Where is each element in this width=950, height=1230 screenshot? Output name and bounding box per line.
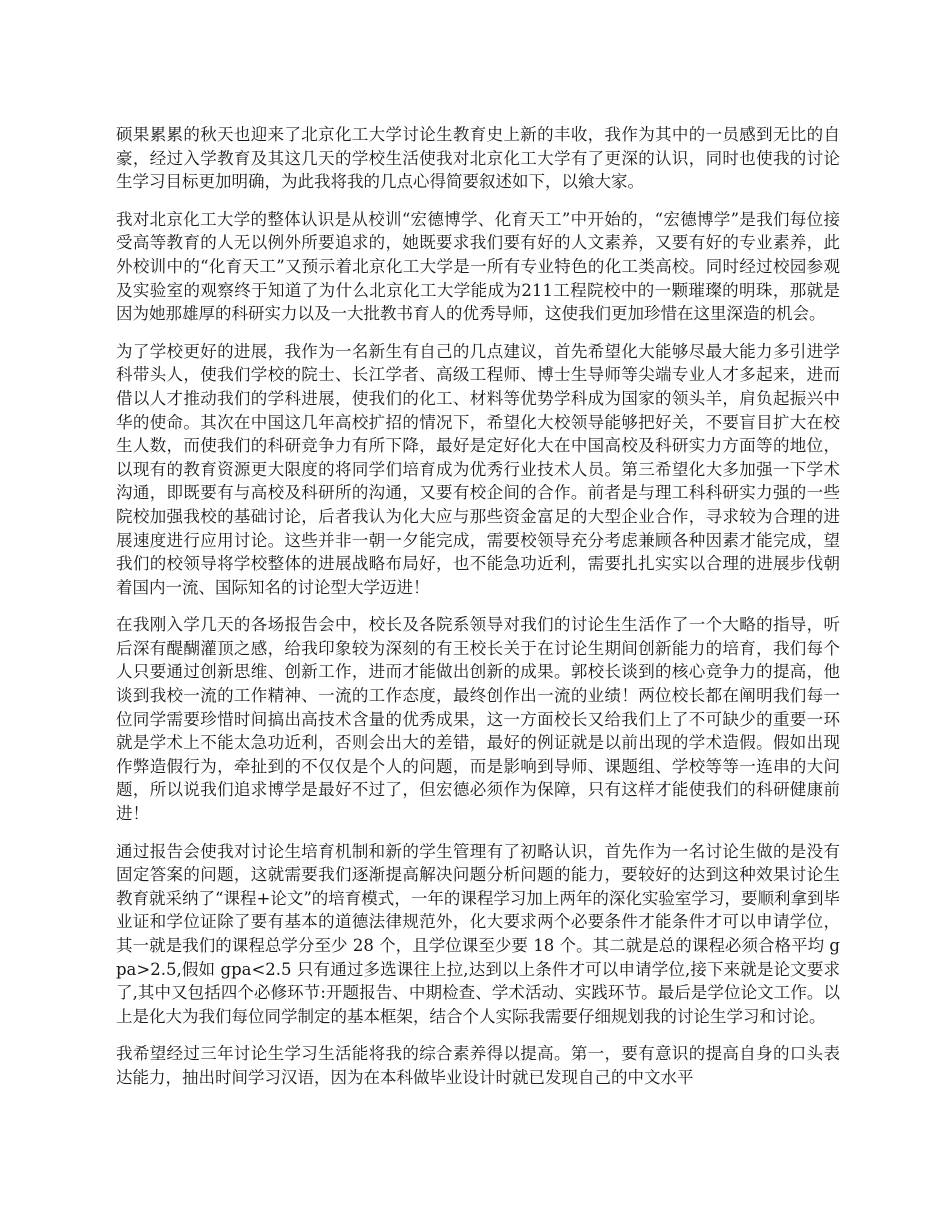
paragraph-suggestions: 为了学校更好的进展，我作为一名新生有自己的几点建议，首先希望化大能够尽最大能力多引进学科带头人，使我们学校的院士、长江学者、高级工程师、博士生导师等尖端专业人才多起来，进而借以人才推动我们的学科进展，使我们的化工、材料等优势学科成为国家的领头羊，肩负起振兴中华的使命。其次在中国这几年高校扩招的情况下，希望化大校领导能够把好关，不要盲目扩大在校生人数，而使我们的科研竞争力有所下降，最好是定好化大在中国高校及科研实力方面等的地位，以现有的教育资源更大限度的将同学们培育成为优秀行业技术人员。第三希望化大多加强一下学术沟通，即既要有与高校及科研所的沟通，又要有校企间的合作。前者是与理工科科研实力强的一些院校加强我校的基础讨论，后者我认为化大应与那些资金富足的大型企业合作，寻求较为合理的进展速度进行应用讨论。这些并非一朝一夕能完成，需要校领导充分考虑兼顾各种因素才能完成，望我们的校领导将学校整体的进展战略布局好，也不能急功近利，需要扎扎实实以合理的进展步伐朝着国内一流、国际知名的讨论型大学迈进！ <box>116 341 840 597</box>
paragraph-goals: 我希望经过三年讨论生学习生活能将我的综合素养得以提高。第一，要有意识的提高自身的口头表达能力，抽出时间学习汉语，因为在本科做毕业设计时就已发现自己的中文水平 <box>116 1044 840 1087</box>
paragraph-intro: 硕果累累的秋天也迎来了北京化工大学讨论生教育史上新的丰收，我作为其中的一员感到无比的自豪，经过入学教育及其这几天的学校生活使我对北京化工大学有了更深的认识，同时也使我的讨论生学习目标更加明确，为此我将我的几点心得简要叙述如下，以飨大家。 <box>116 125 840 192</box>
paragraph-school-motto: 我对北京化工大学的整体认识是从校训“宏德博学、化育天工”中开始的，“宏德博学”是我们每位接受高等教育的人无以例外所要追求的，她既要求我们要有好的人文素养，又要有好的专业素养，此外校训中的“化育天工”又预示着北京化工大学是一所有专业特色的化工类高校。同时经过校园参观及实验室的观察终于知道了为什么北京化工大学能成为211工程院校中的一颗璀璨的明珠，那就是因为她那雄厚的科研实力以及一大批教书育人的优秀导师，这使我们更加珍惜在这里深造的机会。 <box>116 209 840 324</box>
document-body <box>116 123 840 1104</box>
paragraph-reports: 在我刚入学几天的各场报告会中，校长及各院系领导对我们的讨论生生活作了一个大略的指导，听后深有醍醐灌顶之感，给我印象较为深刻的有王校长关于在讨论生期间创新能力的培育，我们每个人只要通过创新思维、创新工作，进而才能做出创新的成果。郭校长谈到的核心竞争力的提高，他谈到我校一流的工作精神、一流的工作态度，最终创作出一流的业绩！两位校长都在阐明我们每一位同学需要珍惜时间搞出高技术含量的优秀成果，这一方面校长又给我们上了不可缺少的重要一环就是学术上不能太急功近利，否则会出大的差错，最好的例证就是以前出现的学术造假。假如出现作弊造假行为，牵扯到的不仅仅是个人的问题，而是影响到导师、课题组、学校等等一连串的大问题，所以说我们追求博学是最好不过了，但宏德必须作为保障，只有这样才能使我们的科研健康前进！ <box>116 615 840 824</box>
paragraph-training-system: 通过报告会使我对讨论生培育机制和新的学生管理有了初略认识，首先作为一名讨论生做的是没有固定答案的问题，这就需要我们逐渐提高解决问题分析问题的能力，要较好的达到这种效果讨论生教育就采纳了“课程+论文”的培育模式，一年的课程学习加上两年的深化实验室学习，要顺利拿到毕业证和学位证除了要有基本的道德法律规范外，化大要求两个必要条件才能条件才可以申请学位，其一就是我们的课程总学分至少 28 个，且学位课至少要 18 个。其二就是总的课程必须合格平均 gpa>2.5,假如 gpa<2.5 只有通过多选课往上拉,达到以上条件才可以申请学位,接下来就是论文要求了,其中又包括四个必修环节:开题报告、中期检查、学术活动、实践环节。最后是学位论文工作。以上是化大为我们每位同学制定的基本框架，结合个人实际我需要仔细规划我的讨论生学习和讨论。 <box>116 841 840 1026</box>
